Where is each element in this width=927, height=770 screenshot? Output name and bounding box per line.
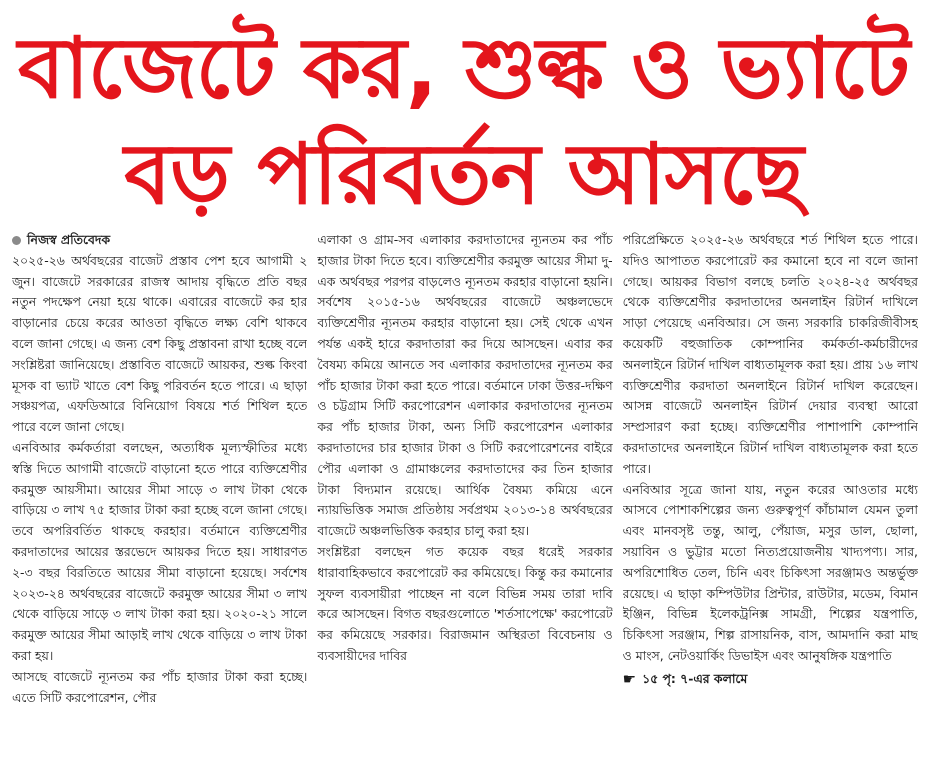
- paragraph: পরিপ্রেক্ষিতে ২০২৫-২৬ অর্থবছরে শর্ত শিথিল হতে পারে। যদিও আপাতত করপোরেট কর কমানো হবে না বলে জানা গেছে। আয়কর বিভাগ বলছে চলতি ২০২৪-২৫ অর্থবছর থেকে ব্যক্তিশ্রেণীর করদাতাদের অনলাইন রিটার্ন দাখিলে সাড়া পেয়েছে এনবিআর। সে জন্য সরকারি চাকরিজীবীসহ কয়েকটি বহুজাতিক কোম্পানির কর্মকর্তা-কর্মচারীদের অনলাইনে রিটার্ন দাখিল বাধ্যতামূলক করা হয়। প্রায় ১৬ লাখ ব্যক্তিশ্রেণীর করদাতা অনলাইনে রিটার্ন দাখিল করেছেন। আসন্ন বাজেটে অনলাইন রিটার্ন দেয়ার ব্যবস্থা আরো সম্প্রসারণ করা হচ্ছে। ব্যক্তিশ্রেণীর পাশাপাশি কোম্পানি করদাতাদের অনলাইনে রিটার্ন দাখিল বাধ্যতামূলক করা হতে পারে।: [622, 232, 918, 476]
- byline-text: নিজস্ব প্রতিবেদক: [27, 232, 111, 247]
- article-column-2: [317, 230, 612, 764]
- article-column-3: [623, 230, 918, 764]
- paragraph: এনবিআর সূত্রে জানা যায়, নতুন করের আওতার মধ্যে আসবে পোশাকশিল্পের জন্য গুরুত্বপূর্ণ কাঁচামাল যেমন তুলা এবং মানবসৃষ্ট তন্তু, আলু, পেঁয়াজ, মসুর ডাল, ছোলা, সয়াবিন ও ভুট্টার মতো নিত্যপ্রয়োজনীয় খাদ্যপণ্য। সার, অপরিশোধিত তেল, চিনি এবং চিকিৎসা সরঞ্জামও অন্তর্ভুক্ত রয়েছে। এ ছাড়া কম্পিউটার প্রিন্টার, রাউটার, মডেম, বিমান ইঞ্জিন, বিভিন্ন ইলেকট্রনিক্স সামগ্রী, শিল্পের যন্ত্রপাতি, চিকিৎসা সরঞ্জাম, শিল্প রাসায়নিক, বাস, আমদানি করা মাছ ও মাংস, নেটওয়ার্কিং ডিভাইস এবং আনুষঙ্গিক যন্ত্রপাতি: [622, 481, 918, 663]
- bullet-icon: [12, 236, 21, 245]
- continuation-note: [623, 669, 918, 690]
- pointing-hand-icon: ☛: [622, 669, 637, 688]
- paragraph: এলাকা ও গ্রাম-সব এলাকার করদাতাদের ন্যূনতম কর পাঁচ হাজার টাকা দিতে হবে। ব্যক্তিশ্রেণীর করমুক্ত আয়ের সীমা দু-এক অর্থবছর পরপর বাড়লেও ন্যূনতম করহার বাড়ানো হয়নি। সর্বশেষ ২০১৫-১৬ অর্থবছরের বাজেটে অঞ্চলভেদে ব্যক্তিশ্রেণীর ন্যূনতম করহার বাড়ানো হয়। সেই থেকে এখন পর্যন্ত একই হারে করদাতারা কর দিয়ে আসছেন। এবার কর বৈষম্য কমিয়ে আনতে সব এলাকার করদাতাদের ন্যূনতম কর পাঁচ হাজার টাকা করা হতে পারে। বর্তমানে ঢাকা উত্তর-দক্ষিণ ও চট্টগ্রাম সিটি করপোরেশন এলাকার করদাতাদের ন্যূনতম কর পাঁচ হাজার টাকা, অন্য সিটি করপোরেশন এলাকার করদাতাদের চার হাজার টাকা ও সিটি করপোরেশনের বাইরে পৌর এলাকা ও গ্রামাঞ্চলের করদাতাদের কর তিন হাজার টাকা বিদ্যমান রয়েছে। আর্থিক বৈষম্য কমিয়ে এনে ন্যায়ভিত্তিক সমাজ প্রতিষ্ঠায় সর্বপ্রথম ২০১৩-১৪ অর্থবছরের বাজেটে অঞ্চলভিত্তিক করহার চালু করা হয়।: [317, 232, 613, 539]
- byline: [12, 230, 307, 251]
- headline-line-2: বড় পরিবর্তন আসছে: [124, 125, 803, 223]
- paragraph: এনবিআর কর্মকর্তারা বলছেন, অত্যধিক মূল্যস্ফীতির মধ্যে স্বস্তি দিতে আগামী বাজেটে বাড়ানো হতে পারে ব্যক্তিশ্রেণীর করমুক্ত আয়সীমা। আয়ের সীমা সাড়ে ৩ লাখ টাকা থেকে বাড়িয়ে ৩ লাখ ৭৫ হাজার টাকা করা হচ্ছে বলে জানা গেছে। তবে অপরিবর্তিত থাকছে করহার। বর্তমানে ব্যক্তিশ্রেণীর করদাতাদের আয়ের স্তরভেদে আয়কর দিতে হয়। সাধারণত ২-৩ বছর বিরতিতে আয়ের সীমা বাড়ানো হয়েছে। সর্বশেষ ২০২৩-২৪ অর্থবছরের বাজেটে করমুক্ত আয়ের সীমা ৩ লাখ থেকে বাড়িয়ে সাড়ে ৩ লাখ টাকা করা হয়। ২০২০-২১ সালে করমুক্ত আয়ের সীমা আড়াই লাখ থেকে বাড়িয়ে ৩ লাখ টাকা করা হয়।: [12, 439, 308, 663]
- article-column-1: [12, 230, 307, 764]
- headline-line-1: বাজেটে কর, শুল্ক ও ভ্যাটে: [17, 19, 910, 117]
- paragraph: আসছে বাজেটে ন্যূনতম কর পাঁচ হাজার টাকা করা হচ্ছে। এতে সিটি করপোরেশন, পৌর: [12, 668, 308, 705]
- paragraph: ২০২৫-২৬ অর্থবছরের বাজেট প্রস্তাব পেশ হবে আগামী ২ জুন। বাজেটে সরকারের রাজস্ব আদায় বৃদ্ধিতে প্রতি বছর নতুন পদক্ষেপ নেয়া হয়ে থাকে। এবারের বাজেটে কর হার বাড়ানোর চেয়ে করের আওতা বৃদ্ধিতে লক্ষ্য বেশি থাকবে বলে জানা গেছে। এ জন্য বেশ কিছু প্রস্তাবনা রাখা হচ্ছে বলে সংশ্লিষ্টরা জানিয়েছে। প্রস্তাবিত বাজেটে আয়কর, শুল্ক কিংবা মূসক বা ভ্যাট খাতে বেশ কিছু পরিবর্তন হতে পারে। এ ছাড়া সঞ্চয়পত্র, এফডিআরে বিনিয়োগ বিষয়ে শর্ত শিথিল হতে পারে বলে জানা গেছে।: [12, 252, 308, 435]
- continuation-text: ১৫ পৃ: ৭-এর কলামে: [642, 670, 748, 686]
- paragraph: সংশ্লিষ্টরা বলছেন গত কয়েক বছর ধরেই সরকার ধারাবাহিকভাবে করপোরেট কর কমিয়েছে। কিন্তু কর কমানোর সুফল ব্যবসায়ীরা পাচ্ছেন না বলে বিভিন্ন সময় তারা দাবি করে আসছেন। বিগত বছরগুলোতে 'শর্তসাপেক্ষে' করপোরেট কর কমিয়েছে সরকার। বিরাজমান অস্থিরতা বিবেচনায় ও ব্যবসায়ীদের দাবির: [317, 543, 613, 663]
- article-columns: [12, 230, 918, 764]
